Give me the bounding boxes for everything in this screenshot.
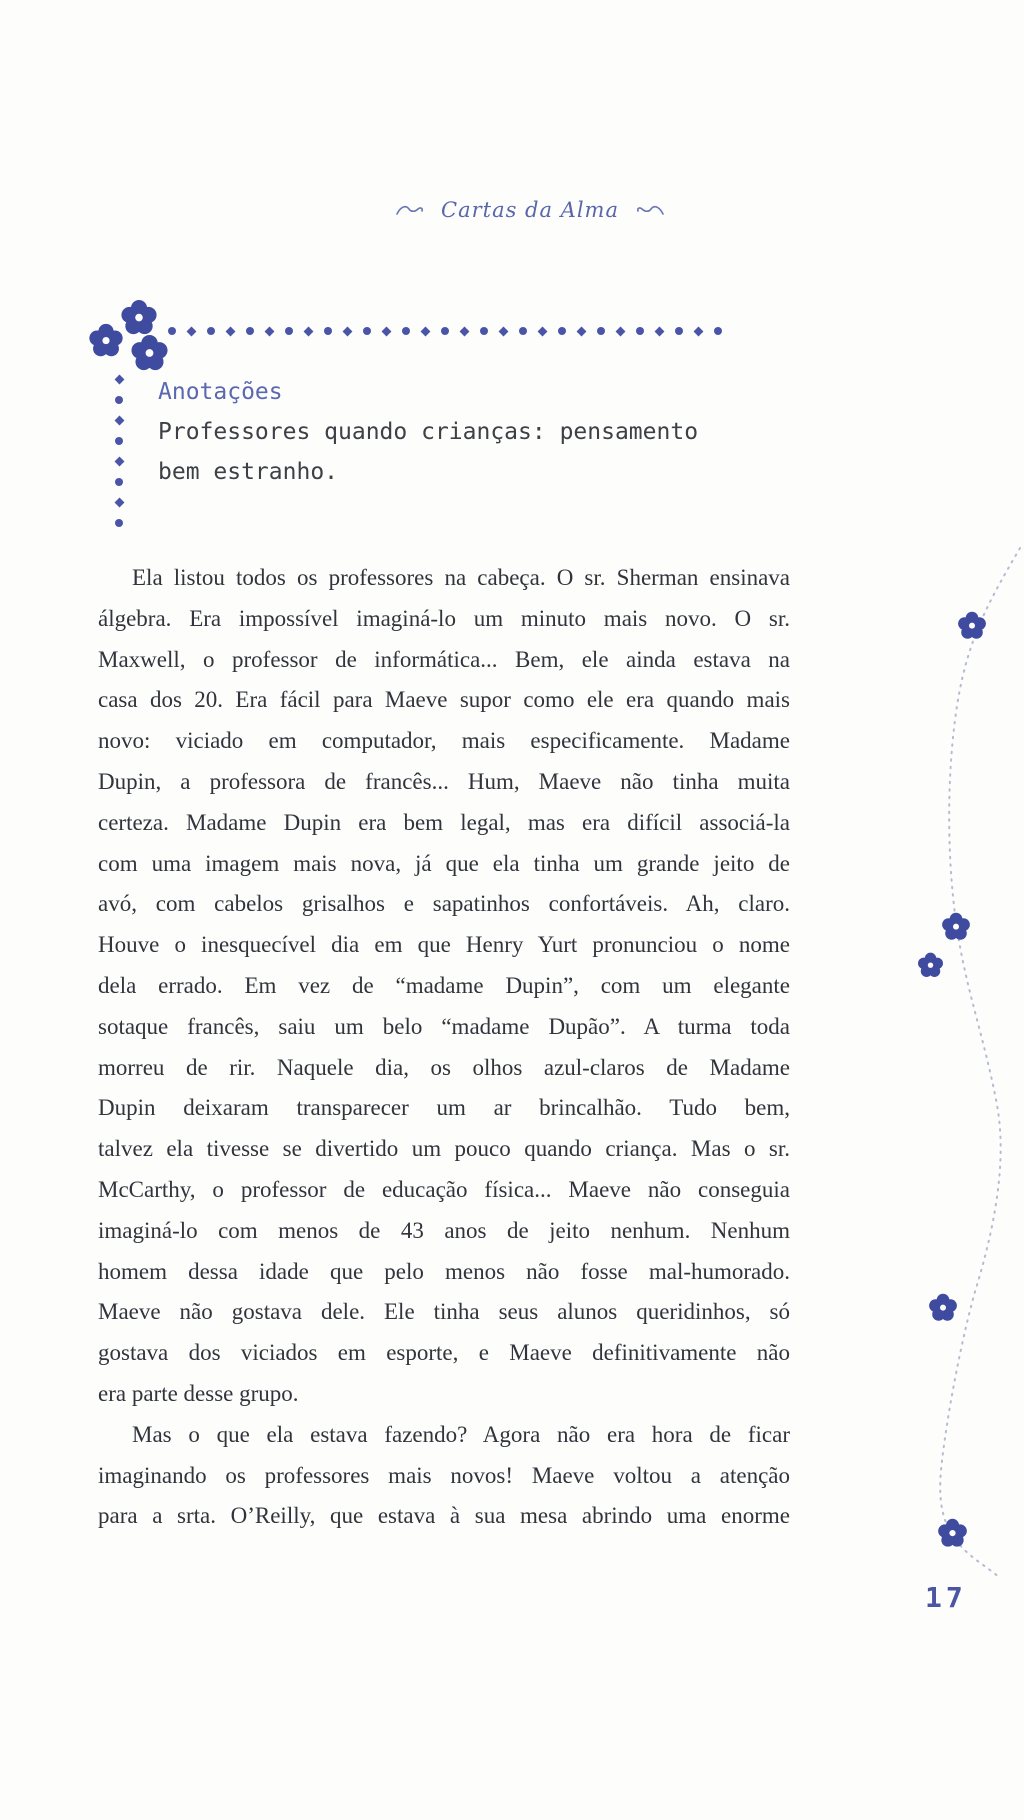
body-line: álgebra. Era impossível imaginá-lo um minuto mais novo. O sr. [98, 605, 790, 631]
body-line: Dupin deixaram transparecer um ar brincalhão. Tudo bem, [98, 1095, 790, 1121]
dot-circle-icon [675, 327, 683, 335]
body-line: novo: viciado em computador, mais especificamente. Madame [98, 728, 790, 754]
body-line: homem dessa idade que pelo menos não fosse mal-humorado. [98, 1258, 790, 1284]
body-line: Mas o que ela estava fazendo? Agora não era hora de ficar [132, 1421, 790, 1447]
dot-circle-icon [285, 327, 293, 335]
dot-circle-icon [115, 437, 123, 445]
body-line: para a srta. O’Reilly, que estava à sua mesa abrindo uma enorme [98, 1503, 790, 1529]
dot-diamond-icon [382, 326, 392, 336]
dot-circle-icon [324, 327, 332, 335]
flower-icon [942, 913, 970, 940]
dot-diamond-icon [343, 326, 353, 336]
dot-circle-icon [597, 327, 605, 335]
dot-circle-icon [168, 327, 176, 335]
dot-row-ornament [168, 327, 722, 335]
flower-icon [958, 612, 986, 639]
dot-diamond-icon [114, 457, 124, 467]
dot-circle-icon [441, 327, 449, 335]
flower-icon [120, 299, 158, 337]
body-line: Ela listou todos os professores na cabeça. O sr. Sherman ensinava [132, 565, 790, 590]
dot-diamond-icon [499, 326, 509, 336]
dot-diamond-icon [538, 326, 548, 336]
body-line: Maeve não gostava dele. Ele tinha seus alunos queridinhos, só [98, 1299, 790, 1325]
flourish-left-icon [395, 201, 425, 219]
dot-circle-icon [636, 327, 644, 335]
dot-circle-icon [363, 327, 371, 335]
body-line: certeza. Madame Dupin era bem legal, mas era difícil associá-la [98, 809, 790, 835]
flower-icon [929, 1294, 957, 1321]
notes-box [158, 372, 798, 492]
dotted-curve [940, 548, 1020, 1578]
body-line: imaginando os professores mais novos! Maeve voltou a atenção [98, 1462, 790, 1488]
dot-diamond-icon [421, 326, 431, 336]
body-line: casa dos 20. Era fácil para Maeve supor como ele era quando mais [98, 687, 790, 713]
dot-diamond-icon [114, 498, 124, 508]
body-line: com uma imagem mais nova, já que ela tinha um grande jeito de [98, 850, 790, 876]
running-head [18, 198, 1024, 222]
book-title: Cartas da Alma [441, 198, 619, 222]
dot-circle-icon [115, 396, 123, 404]
body-line: imaginá-lo com menos de 43 anos de jeito nenhum. Nenhum [98, 1217, 790, 1243]
notes-line: bem estranho. [158, 459, 339, 485]
body-line: Maxwell, o professor de informática... Bem, ele ainda estava na [98, 646, 790, 672]
flower-icon [130, 334, 169, 373]
dot-diamond-icon [577, 326, 587, 336]
notes-heading: Anotações [158, 379, 283, 405]
dot-circle-icon [714, 327, 722, 335]
body-text [98, 558, 790, 1537]
dot-col-ornament [115, 376, 123, 527]
dot-diamond-icon [460, 326, 470, 336]
body-line: McCarthy, o professor de educação física... Maeve não conseguia [98, 1176, 790, 1202]
dot-circle-icon [480, 327, 488, 335]
body-line: avó, com cabelos grisalhos e sapatinhos confortáveis. Ah, claro. [98, 891, 790, 917]
dot-diamond-icon [226, 326, 236, 336]
dot-circle-icon [246, 327, 254, 335]
notes-line: Professores quando crianças: pensamento [158, 419, 699, 445]
dot-circle-icon [115, 478, 123, 486]
body-line: dela errado. Em vez de “madame Dupin”, com um elegante [98, 972, 790, 998]
dot-diamond-icon [114, 375, 124, 385]
flower-icon [938, 1519, 967, 1547]
dot-diamond-icon [114, 416, 124, 426]
body-line: talvez ela tivesse se divertido um pouco quando criança. Mas o sr. [98, 1136, 790, 1162]
page-number: 17 [925, 1581, 967, 1614]
flourish-right-icon [635, 201, 665, 219]
dot-circle-icon [207, 327, 215, 335]
flower-icon [88, 323, 124, 359]
dot-circle-icon [115, 519, 123, 527]
dot-circle-icon [402, 327, 410, 335]
dot-circle-icon [558, 327, 566, 335]
dot-diamond-icon [304, 326, 314, 336]
flower-icon [918, 953, 943, 977]
dot-circle-icon [519, 327, 527, 335]
body-line: Dupin, a professora de francês... Hum, Maeve não tinha muita [98, 768, 790, 794]
dot-diamond-icon [616, 326, 626, 336]
notes-text [158, 412, 798, 492]
body-line: era parte desse grupo. [98, 1380, 299, 1406]
dot-diamond-icon [694, 326, 704, 336]
body-line: Houve o inesquecível dia em que Henry Yurt pronunciou o nome [98, 932, 790, 958]
dot-diamond-icon [187, 326, 197, 336]
body-line: gostava dos viciados em esporte, e Maeve definitivamente não [98, 1340, 790, 1366]
body-line: morreu de rir. Naquele dia, os olhos azul-claros de Madame [98, 1054, 790, 1080]
dot-diamond-icon [655, 326, 665, 336]
body-line: sotaque francês, saiu um belo “madame Dupão”. A turma toda [98, 1013, 790, 1039]
dot-diamond-icon [265, 326, 275, 336]
